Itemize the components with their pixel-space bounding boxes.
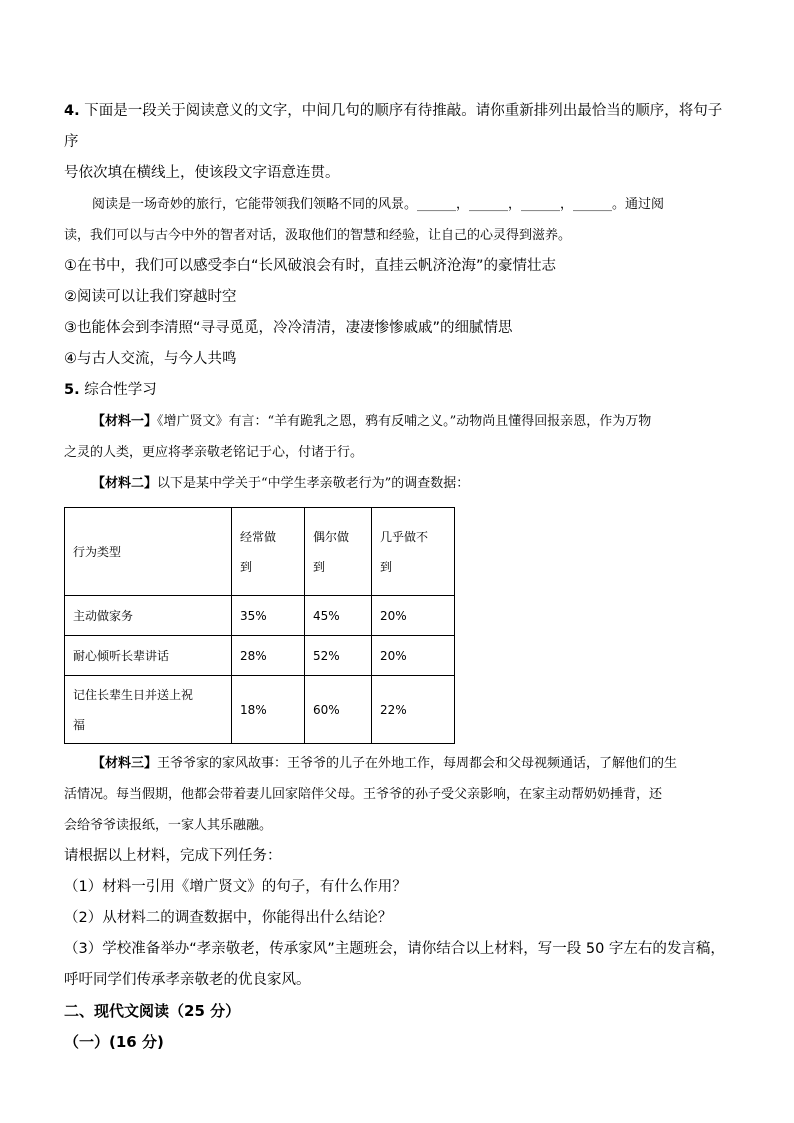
survey-table — [64, 507, 455, 744]
cell-sometimes: 45% — [305, 596, 372, 636]
table-header-row — [65, 508, 455, 596]
q4-stem-line1: 4. 下面是一段关于阅读意义的文字，中间几句的顺序有待推敲。请你重新排列出最恰当的顺序，将句子序 — [64, 103, 723, 150]
cell-sometimes: 60% — [305, 676, 372, 744]
cell-rarely: 20% — [372, 636, 455, 676]
q5-instruction: 请根据以上材料，完成下列任务： — [64, 848, 282, 864]
q5-task-3-line1: （3）学校准备举办“孝亲敬老，传承家风”主题班会，请你结合以上材料，写一段 50 字左右的发言稿， — [64, 941, 725, 957]
header-often: 经常做 到 — [232, 508, 305, 596]
material-3-line1: 【材料三】王爷爷家的家风故事：王爷爷的儿子在外地工作，每周都会和父母视频通话，了解他们的生 — [92, 756, 678, 771]
q5-number: 5. — [64, 382, 80, 398]
header-sometimes: 偶尔做 到 — [305, 508, 372, 596]
material-2-intro: 【材料二】以下是某中学关于“中学生孝亲敬老行为”的调查数据： — [92, 476, 470, 491]
table-row — [65, 596, 455, 636]
q4-option-4: ④与古人交流，与今人共鸣 — [64, 351, 237, 367]
question-4 — [64, 96, 734, 375]
q5-task-1: （1）材料一引用《增广贤文》的句子，有什么作用？ — [64, 879, 407, 895]
q4-passage-line2: 读，我们可以与古今中外的智者对话，汲取他们的智慧和经验，让自己的心灵得到滋养。 — [64, 228, 572, 243]
material-1-line2: 之灵的人类，更应将孝亲敬老铭记于心，付诸于行。 — [64, 445, 364, 460]
cell-often: 28% — [232, 636, 305, 676]
section-2-subheading: （一）(16 分) — [64, 1033, 164, 1051]
question-5 — [64, 375, 734, 996]
section-2-heading: 二、现代文阅读（25 分） — [64, 1002, 241, 1020]
q4-option-2: ②阅读可以让我们穿越时空 — [64, 289, 237, 305]
exam-page — [64, 96, 734, 1058]
cell-often: 35% — [232, 596, 305, 636]
material-3-line3: 会给爷爷读报纸，一家人其乐融融。 — [64, 818, 273, 833]
q5-task-3-line2: 呼吁同学们传承孝亲敬老的优良家风。 — [64, 972, 311, 988]
cell-rarely: 20% — [372, 596, 455, 636]
cell-type: 主动做家务 — [65, 596, 232, 636]
material-1-line1: 【材料一】《增广贤文》有言：“羊有跪乳之恩，鸦有反哺之义。”动物尚且懂得回报亲恩，作为万物 — [92, 414, 652, 429]
q4-option-3: ③也能体会到李清照“寻寻觅觅，冷冷清清，凄凄惨惨戚戚”的细腻情思 — [64, 320, 513, 336]
cell-often: 18% — [232, 676, 305, 744]
q4-number: 4. — [64, 103, 80, 119]
cell-rarely: 22% — [372, 676, 455, 744]
table-row — [65, 676, 455, 744]
cell-type: 耐心倾听长辈讲话 — [65, 636, 232, 676]
q5-title: 5. 综合性学习 — [64, 382, 157, 398]
table-row — [65, 636, 455, 676]
header-rarely: 几乎做不 到 — [372, 508, 455, 596]
q4-option-1: ①在书中，我们可以感受李白“长风破浪会有时，直挂云帆济沧海”的豪情壮志 — [64, 258, 557, 274]
q4-stem-line2: 号依次填在横线上，使该段文字语意连贯。 — [64, 165, 340, 181]
material-2-tag: 【材料二】 — [92, 476, 158, 491]
material-3-line2: 活情况。每当假期，他都会带着妻儿回家陪伴父母。王爷爷的孙子受父亲影响，在家主动帮奶奶捶背，还 — [64, 787, 663, 802]
header-behavior-type: 行为类型 — [65, 508, 232, 596]
material-1-tag: 【材料一】 — [92, 414, 158, 429]
cell-type: 记住长辈生日并送上祝 福 — [65, 676, 232, 744]
q4-passage-line1: 阅读是一场奇妙的旅行，它能带领我们领略不同的风景。______，______，______，______。通过阅 — [92, 197, 665, 212]
material-3-tag: 【材料三】 — [92, 756, 158, 771]
cell-sometimes: 52% — [305, 636, 372, 676]
q5-task-2: （2）从材料二的调查数据中，你能得出什么结论？ — [64, 910, 393, 926]
